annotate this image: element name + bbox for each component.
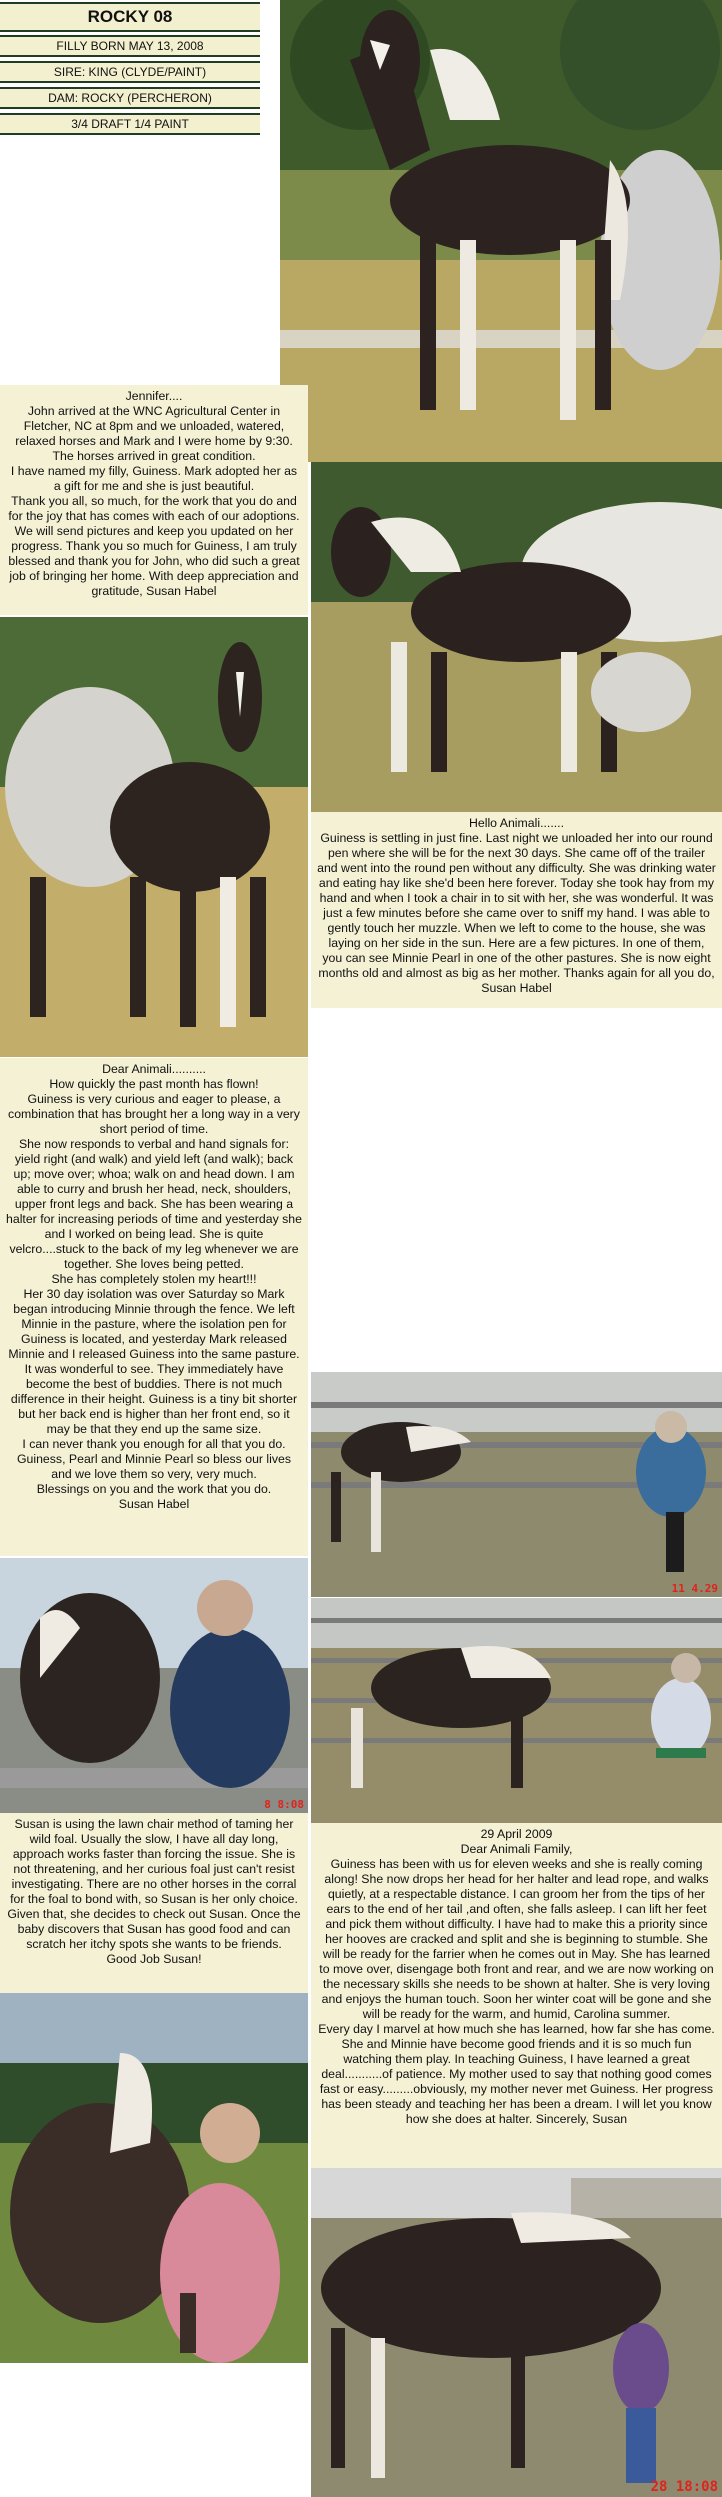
caption-closing: Good Job Susan! [106,1952,202,1966]
photo-foal-with-mare [280,0,722,462]
letter-jennifer-greeting: Jennifer.... [125,389,183,403]
letter-april-para: Every day I marvel at how much she has learned, how far she has come. She and Minnie have become good friends and it is so much fun watching them play. In teaching Guiness, I have learned a great deal...........of patience. My mother used to say that nothing good comes fast or easy.........obviously, my mother never met Guiness. Her progress has been steady and teaching her has been a dream. I will let you know how she does at halter. Sincerely, Susan [318,2022,715,2126]
letter-month-para: Guiness is very curious and eager to please, a combination that has brought her a long way in a very short period of time. [8,1092,300,1136]
letter-month-para: How quickly the past month has flown! [49,1077,259,1091]
letter-jennifer-para: I have named my filly, Guiness. Mark adopted her as a gift for me and she is just beautiful. [10,464,298,493]
info-line-breed: 3/4 DRAFT 1/4 PAINT [0,113,260,135]
date-stamp: 11 4.29 [671,1582,718,1595]
letter-april-greeting: Dear Animali Family, [460,1842,573,1856]
page-title: ROCKY 08 [0,2,260,32]
letter-april [311,1823,722,2168]
letter-hello [311,812,722,1008]
photo-foal-standing [0,617,308,1057]
photo-lawn-chair [311,1598,722,1823]
date-stamp: 28 18:08 [650,2479,718,2495]
info-line-sire: SIRE: KING (CLYDE/PAINT) [0,61,260,83]
date-stamp: 8 8:08 [264,1798,304,1811]
letter-month-para: She now responds to verbal and hand signals for: yield right (and walk) and yield left (and walk); back up; move over; whoa; walk on and head down. I am able to curry and brush her head, neck, shoulders, upper front legs and back. She has been wearing a halter for increasing periods of time and yesterday she and I worked on being lead. She is quite velcro....stuck to the back of my leg whenever we are together. She loves being petted. [6,1137,302,1271]
letter-april-para: Guiness has been with us for eleven weeks and she is really coming along! She now drops her head for her halter and lead rope, and walks quietly, at a respectable distance. I can groom her from the tips of her ears to the end of her tail ,and often, she falls asleep. I can lift her feet and pick them without difficulty. I have had to make this a priority since her hooves are cracked and split and she is beginning to stumble. She will be ready for the farrier when he comes out in May. She has learned to move over, disengage both front and rear, and we are now working on the necessary skills she needs to be shown at halter. She is very loving and enjoys the human touch. Soon her winter coat will be gone and she will be ready for the warm, and humid, Carolina summer. [319,1857,714,2021]
letter-month-para: Her 30 day isolation was over Saturday so Mark began introducing Minnie through the fence. We left Minnie in the pasture, where the isolation pen for Guiness is located, and yesterday Mark released Minnie and I released Guiness into the same pasture. It was wonderful to see. They immediately have become the best of buddies. There is not much difference in their height. Guiness is a tiny bit shorter but her back end is higher than her front end, so it may be that they end up the same size. [8,1287,300,1436]
info-line-dam: DAM: ROCKY (PERCHERON) [0,87,260,109]
letter-month-greeting: Dear Animali.......... [102,1062,206,1076]
photo-susan-with-horse [0,1558,308,1813]
letter-month-para: I can never thank you enough for all that you do. [22,1437,286,1451]
letter-month [0,1058,308,1556]
photo-susan-hug [0,1993,308,2363]
letter-month-signature: Susan Habel [118,1497,190,1511]
letter-jennifer [0,385,308,615]
caption-para: Susan is using the lawn chair method of taming her wild foal. Usually the slow, I have all day long, approach works faster than forcing the issue. She is not threatening, and her curious foal just can't resist investigating. There are no other horses in the corral for the foal to bond with, so Susan is her only choice. Given that, she decides to check out Susan. Once the baby discovers that Susan has good food and can scratch her itchy spots she wants to be friends. [7,1817,301,1951]
letter-jennifer-para: Thank you all, so much, for the work that you do and for the joy that has comes with each of our adoptions. We will send pictures and keep you updated on her progress. Thank you so much for Guiness, I am truly blessed and thank you for John, who did such a great job of bringing her home. With deep appreciation and gratitude, Susan Habel [8,494,300,598]
letter-april-date: 29 April 2009 [480,1827,553,1841]
photo-grooming [311,2168,722,2497]
letter-hello-greeting: Hello Animali....... [469,816,564,830]
info-line-birth: FILLY BORN MAY 13, 2008 [0,35,260,57]
letter-month-para: She has completely stolen my heart!!! [51,1272,257,1286]
photo-fence-greeting [311,1372,722,1597]
letter-month-para: Guiness, Pearl and Minnie Pearl so bless our lives and we love them so very, very much. [16,1452,292,1481]
caption-lawn-chair [0,1813,308,1993]
photo-foal-walking [311,462,722,812]
letter-month-para: Blessings on you and the work that you do. [36,1482,272,1496]
letter-hello-para: Guiness is settling in just fine. Last night we unloaded her into our round pen where she will be for the next 30 days. She came off of the trailer and went into the round pen without any difficulty. She was drinking water and eating hay like she'd been here forever. Today she took hay from my hand and when I took a chair in to sit with her, she was wonderful. It was just a few minutes before she came over to sniff my hand. I was able to gently touch her muzzle. When we left to come to the house, she was laying on her side in the sun. Here are a few pictures. In one of them, you can see Minnie Pearl in one of the other pastures. She is now eight months old and almost as big as her mother. Thanks again for all you do, Susan Habel [317,831,716,995]
letter-jennifer-para: John arrived at the WNC Agricultural Center in Fletcher, NC at 8pm and we unloaded, watered, relaxed horses and Mark and I were home by 9:30. The horses arrived in great condition. [15,404,293,463]
